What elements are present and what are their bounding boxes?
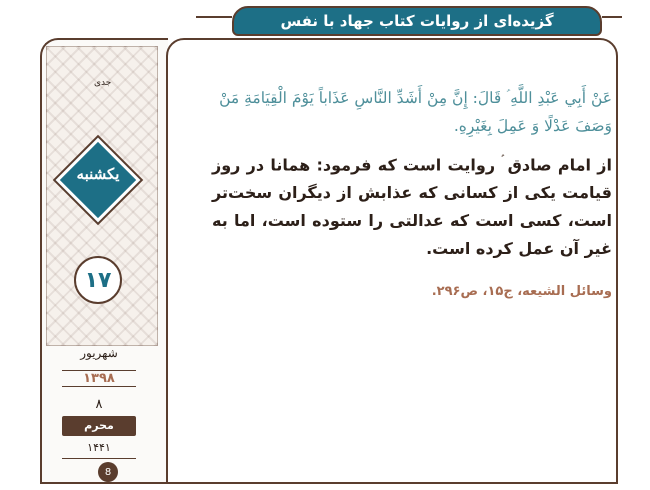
- day-number-badge: [74, 256, 122, 304]
- page-badge: 8: [98, 462, 118, 482]
- solar-month: شهریور: [80, 346, 118, 360]
- page-title: گزیده‌ای از روایات کتاب جهاد با نفس: [232, 6, 602, 36]
- day-number: ۱۷: [84, 267, 112, 293]
- day-name: یکشنبه: [76, 165, 120, 183]
- divider: [62, 458, 136, 459]
- lunar-month: محرم: [62, 416, 136, 436]
- translation-body: روایت است که فرمود: همانا در روز قیامت یکی از کسانی که عذابش از دیگران سخت‌تر است، کسی است که عدالتی را ستوده است، اما به غیر آن عمل کرده است.: [212, 155, 612, 259]
- translation-intro: از امام صادق: [507, 155, 612, 175]
- lunar-day: ۸: [95, 397, 103, 412]
- hadith-translation: [212, 148, 612, 263]
- hadith-source: وسائل الشیعه، ج۱۵، ص۲۹۶.: [431, 284, 612, 299]
- hadith-arabic: عَنْ أَبِي عَبْدِ اللَّهِ ؑ قَالَ: إِنَّ مِنْ أَشَدِّ النَّاسِ عَذَاباً يَوْمَ الْقِيَامَةِ مَنْ وَصَفَ عَدْلًا وَ عَمِلَ بِغَيْرِهِ.: [219, 89, 612, 135]
- lunar-year: ۱۴۴۱: [87, 441, 111, 454]
- header-ornament-right: [602, 16, 622, 18]
- category-tag: جدی: [94, 78, 112, 88]
- solar-year: ۱۳۹۸: [62, 370, 136, 387]
- header-ornament-left: [196, 16, 232, 18]
